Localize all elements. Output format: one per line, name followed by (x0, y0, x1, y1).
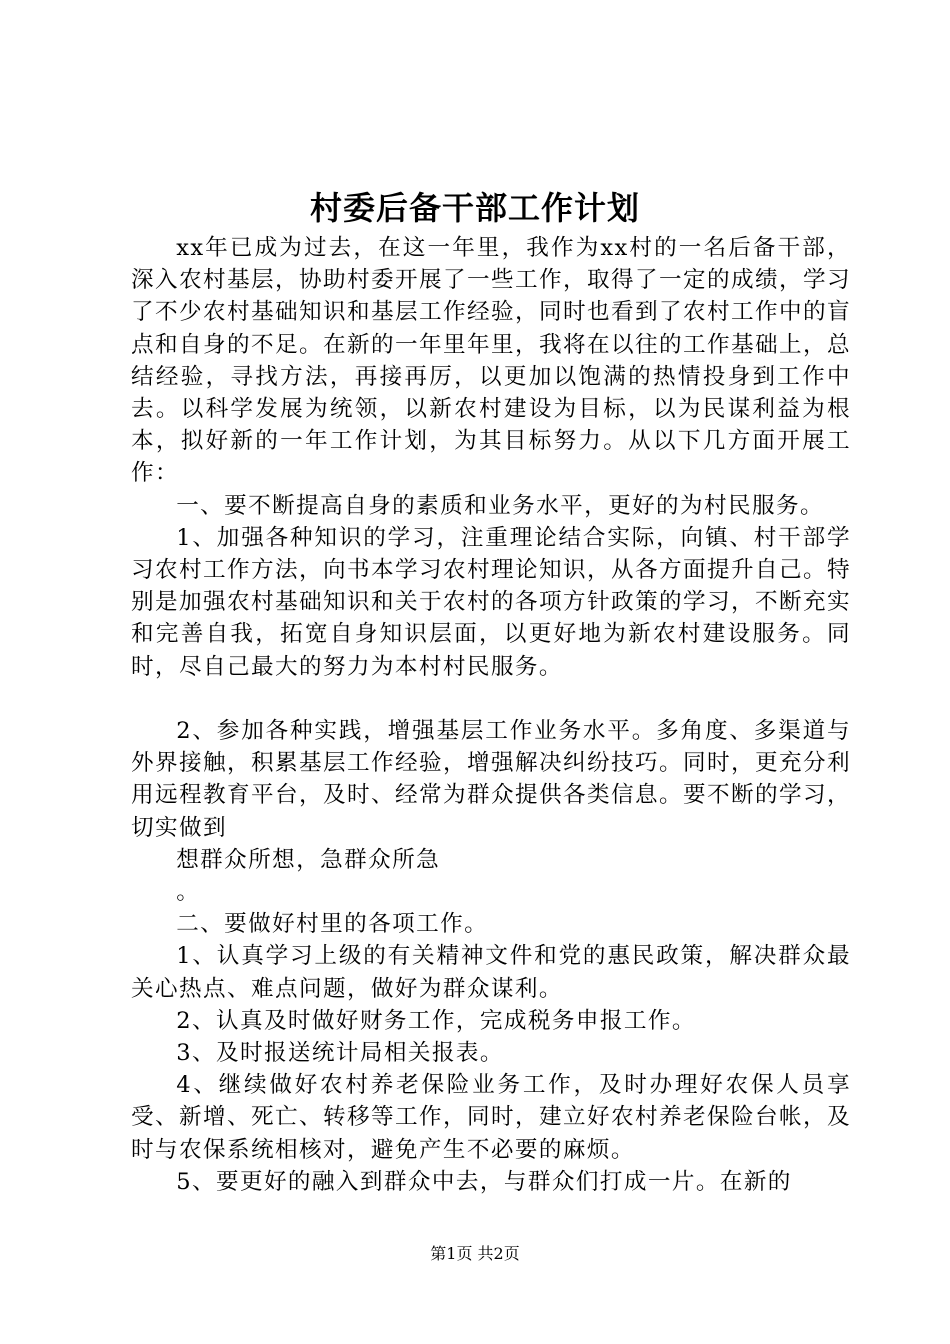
section-heading-two: 二、要做好村里的各项工作。 (176, 911, 489, 938)
paragraph-item-1-2: 2、参加各种实践，增强基层工作业务水平。多角度、多渠道与外界接触，积累基层工作经验，增强解决纠纷技巧。同时，更充分利用远程教育平台，及时、经常为群众提供各类信息。要不断的学习，切实做到 (131, 718, 851, 841)
paragraph-item-2-3: 3、及时报送统计局相关报表。 (176, 1040, 504, 1067)
document-title: 村委后备干部工作计划 (309, 189, 640, 227)
paragraph-intro: xx年已成为过去，在这一年里，我作为xx村的一名后备干部，深入农村基层，协助村委开展了一些工作，取得了一定的成绩，学习了不少农村基础知识和基层工作经验，同时也看到了农村工作中的盲点和自身的不足。在新的一年里年里，我将在以往的工作基础上，总结经验，寻找方法，再接再厉，以更加以饱满的热情投身到工作中去。以科学发展为统领，以新农村建设为目标，以为民谋利益为根本，拟好新的一年工作计划，为其目标努力。从以下几方面开展工作： (131, 235, 851, 487)
page-footer: 第1页 共2页 (430, 1244, 520, 1263)
paragraph-item-2-5: 5、要更好的融入到群众中去，与群众们打成一片。在新的 (176, 1168, 792, 1195)
document-body (131, 232, 851, 1198)
paragraph-fragment: 想群众所想，急群众所急 (176, 846, 441, 873)
section-heading-one: 一、要不断提高自身的素质和业务水平，更好的为村民服务。 (176, 492, 825, 519)
paragraph-item-2-2: 2、认真及时做好财务工作，完成税务申报工作。 (176, 1007, 696, 1034)
paragraph-item-2-4: 4、继续做好农村养老保险业务工作，及时办理好农保人员享受、新增、死亡、转移等工作，同时，建立好农村养老保险台帐，及时与农保系统相核对，避免产生不必要的麻烦。 (131, 1072, 851, 1163)
paragraph-period: 。 (176, 879, 201, 906)
paragraph-item-2-1: 1、认真学习上级的有关精神文件和党的惠民政策，解决群众最关心热点、难点问题，做好为群众谋利。 (131, 943, 851, 1002)
paragraph-item-1-1: 1、加强各种知识的学习，注重理论结合实际，向镇、村干部学习农村工作方法，向书本学习农村理论知识，从各方面提升自己。特别是加强农村基础知识和关于农村的各项方针政策的学习，不断充实和完善自我，拓宽自身知识层面，以更好地为新农村建设服务。同时，尽自己最大的努力为本村村民服务。 (131, 524, 851, 680)
